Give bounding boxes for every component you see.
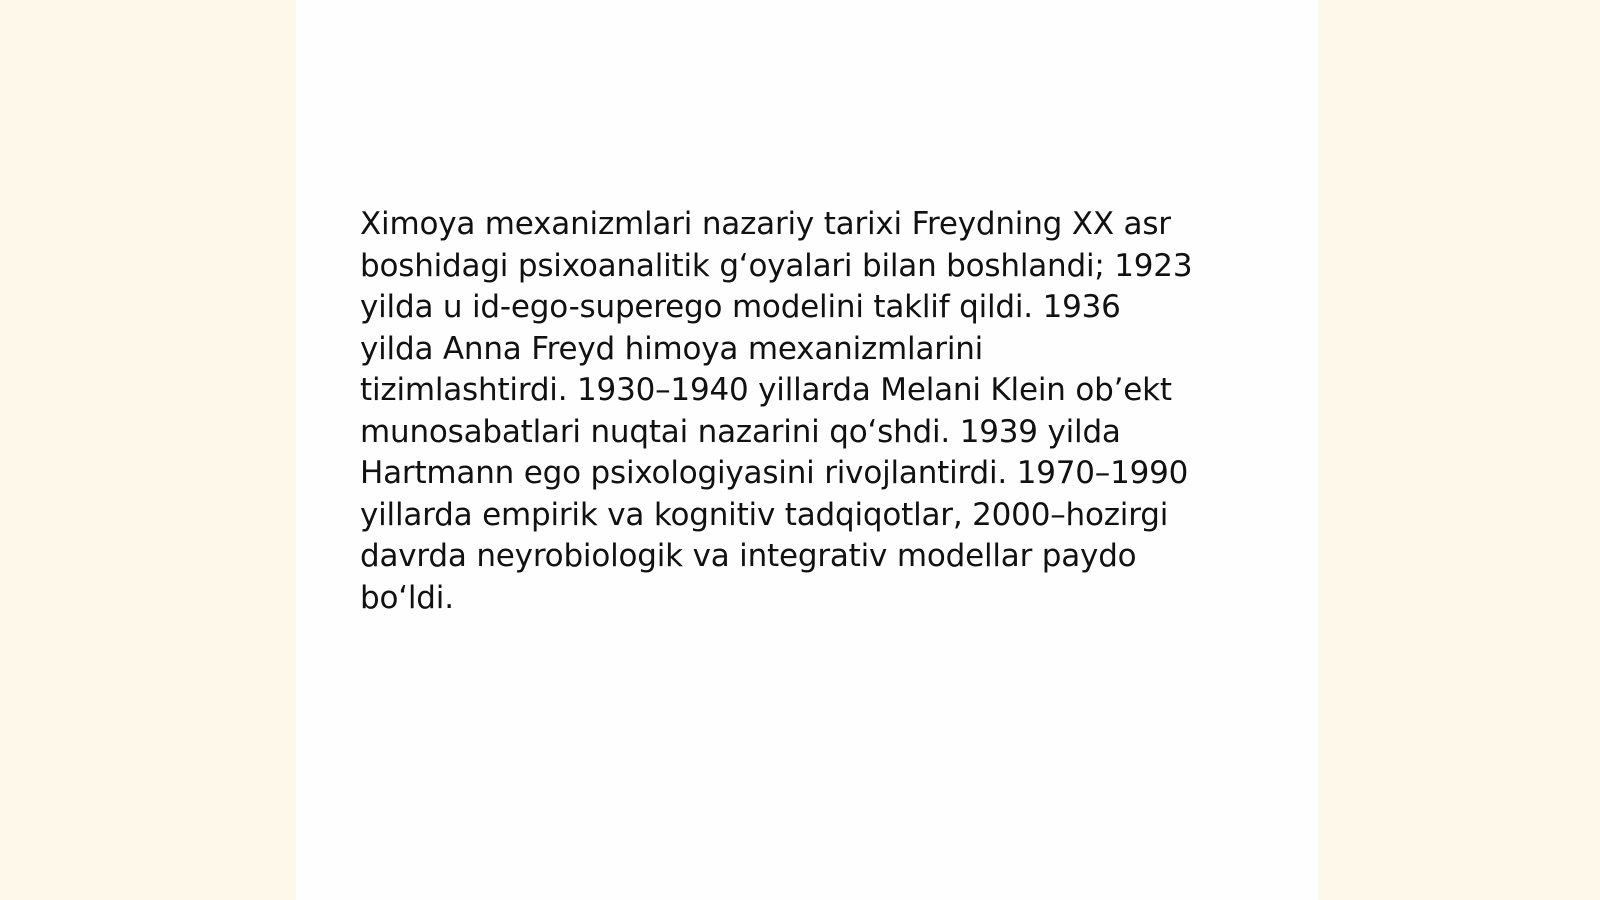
- text-line: Ximoya mexanizmlari nazariy tarixi Freydning XX asr: [360, 206, 1171, 242]
- text-line: bo‘ldi.: [360, 579, 454, 616]
- text-line: boshidagi psixoanalitik g‘oyalari bilan boshlandi; 1923: [360, 247, 1193, 284]
- text-line: munosabatlari nuqtai nazarini qo‘shdi. 1939 yilda: [360, 413, 1121, 450]
- text-line: davrda neyrobiologik va integrativ modellar paydo: [360, 538, 1137, 574]
- slide-body-text: [360, 204, 1260, 619]
- text-line: yillarda empirik va kognitiv tadqiqotlar, 2000–hozirgi: [360, 496, 1169, 533]
- text-line: Hartmann ego psixologiyasini rivojlantirdi. 1970–1990: [360, 455, 1189, 491]
- slide: [296, 0, 1318, 900]
- text-line: yilda Anna Freyd himoya mexanizmlarini: [360, 330, 984, 367]
- text-line: yilda u id-ego-superego modelini taklif qildi. 1936: [360, 289, 1121, 325]
- text-line: tizimlashtirdi. 1930–1940 yillarda Melani Klein ob’ekt: [360, 372, 1172, 408]
